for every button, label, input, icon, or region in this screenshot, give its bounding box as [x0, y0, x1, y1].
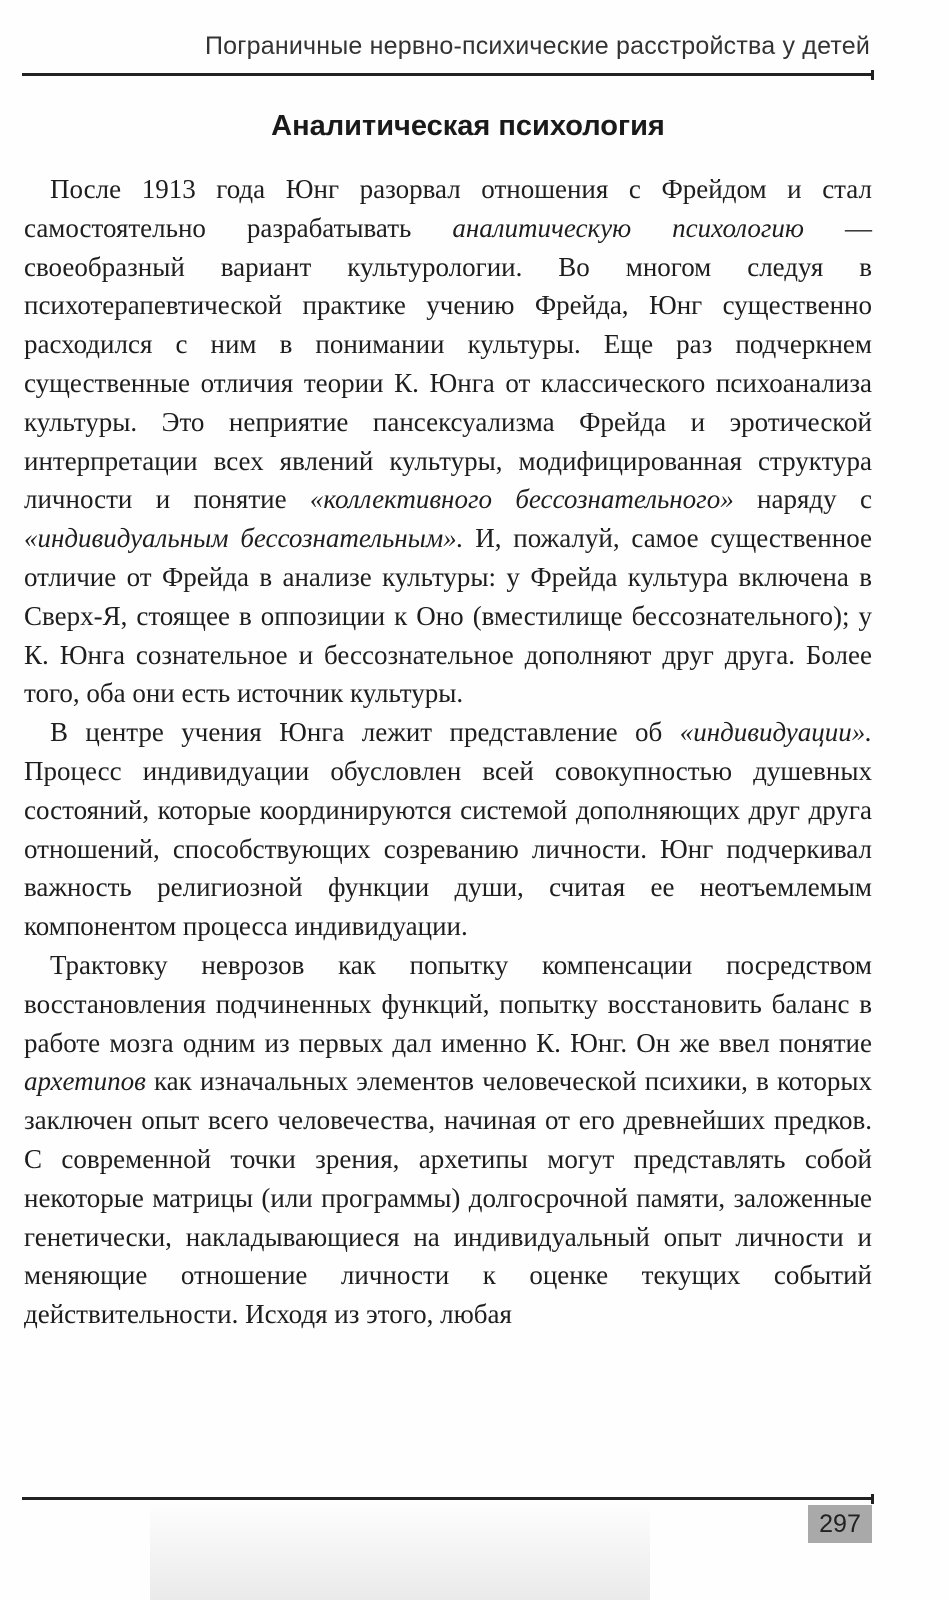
paragraph-2-text-2: Процесс индивидуации обусловлен всей совокупностью душевных состояний, которые координируются системой дополняющих друг друга отношений, способствующих созреванию личности. Юнг подчеркивал важность религиозной функции души, считая ее неотъемлемым компонентом процесса индивидуации.	[24, 755, 872, 942]
paragraph-1-text-1: После 1913 года Юнг разорвал отношения с Фрейдом и стал самостоятельно разрабатывать	[24, 174, 872, 243]
paragraph-1-text-4: И, пожалуй, самое существенное отличие от Фрейда в анализе культуры: у Фрейда культура включена в Сверх-Я, стоящее в оппозиции к Оно (вместилище бессознательного); у К. Юнга сознательное и бессознательное дополняют друг друга. Более того, оба они есть источник культуры.	[24, 523, 873, 709]
footer-rule	[22, 1497, 872, 1500]
term-individual-unconscious: «индивидуальным бессознательным».	[24, 523, 464, 554]
term-archetypes: архетипов	[24, 1066, 146, 1097]
paragraph-2	[24, 713, 872, 946]
paragraph-1-text-2: — своеобразный вариант культурологии. Во многом следуя в психотерапевтической практике учению Фрейда, Юнг существенно расходился с ним в понимании культуры. Еще раз подчеркнем существенные отличия теории К. Юнга от классического психоанализа культуры. Это неприятие пансексуализма Фрейда и эротической интерпретации всех явлений культуры, модифицированная структура личности и понятие	[24, 212, 873, 515]
paragraph-1-text-3: наряду с	[733, 484, 872, 515]
paragraph-1	[24, 170, 872, 713]
scan-shadow	[150, 1500, 650, 1600]
term-analytical-psychology: аналитическую психологию	[452, 212, 804, 243]
paragraph-3-text-1: Трактовку неврозов как попытку компенсации посредством восстановления подчиненных функций, попытку восстановить баланс в работе мозга одним из первых дал именно К. Юнг. Он же ввел понятие	[24, 949, 872, 1058]
body-text	[24, 170, 872, 1334]
paragraph-3	[24, 946, 872, 1334]
header-rule	[22, 73, 872, 76]
term-individuation: «индивидуации».	[679, 717, 872, 748]
page-number: 297	[808, 1505, 872, 1543]
term-collective-unconscious: «коллективного бессознательного»	[309, 484, 734, 515]
paragraph-3-text-2: как изначальных элементов человеческой психики, в которых заключен опыт всего человечества, начиная от его древнейших предков. С современной точки зрения, архетипы могут представлять собой некоторые матрицы (или программы) долгосрочной памяти, заложенные генетически, накладывающиеся на индивидуальный опыт личности и меняющие отношение личности к оценке текущих событий действительности. Исходя из этого, любая	[24, 1066, 872, 1330]
paragraph-2-text-1: В центре учения Юнга лежит представление об	[50, 717, 680, 748]
running-header: Пограничные нервно-психические расстройства у детей	[205, 32, 870, 60]
section-title: Аналитическая психология	[271, 110, 665, 142]
